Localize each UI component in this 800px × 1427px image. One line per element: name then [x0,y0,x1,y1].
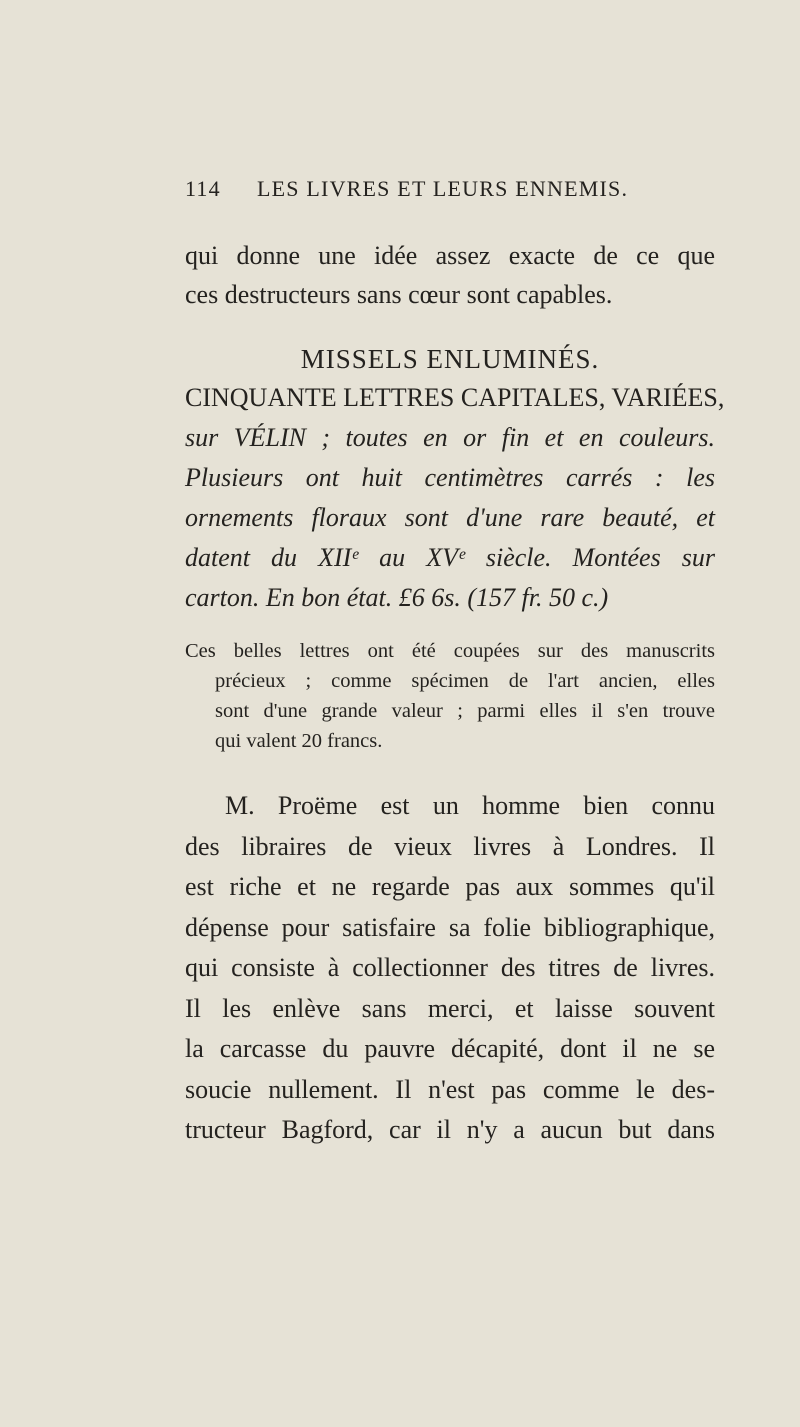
note-paragraph [185,636,715,756]
body-paragraph [185,786,715,1151]
entry-line: Plusieurs ont huit centimètres carrés : les [185,463,715,492]
catalogue-entry [185,378,725,618]
running-head [185,176,725,202]
note-line: précieux ; comme spécimen de l'art ancien, elles [215,670,715,692]
body-line: qui consiste à collectionner des titres de livres. [185,953,715,982]
running-title: LES LIVRES ET LEURS ENNEMIS. [257,176,629,201]
note-line: Ces belles lettres ont été coupées sur des manuscrits [185,640,715,662]
entry-line: CINQUANTE LETTRES CAPITALES, VARIÉES, [185,383,725,412]
entry-line: carton. En bon état. £6 6s. (157 fr. 50 c.) [185,583,609,612]
text-line: ces destructeurs sans cœur sont capables. [185,280,613,309]
body-line: Il les enlève sans merci, et laisse souvent [185,993,715,1023]
entry-line: ornements floraux sont d'une rare beauté, et [185,503,715,532]
text-line: qui donne une idée assez exacte de ce que [185,241,715,270]
body-line: dépense pour satisfaire sa folie bibliographique, [185,912,715,942]
body-line: des libraires de vieux livres à Londres. Il [185,831,715,861]
intro-paragraph [185,236,715,314]
page-number: 114 [185,176,221,201]
body-line: M. Proëme est un homme bien connu [225,791,715,820]
section-heading: MISSELS ENLUMINÉS. [300,344,600,374]
entry-line: datent du XIIᵉ au XVᵉ siècle. Montées sur [185,543,715,572]
body-line: la carcasse du pauvre décapité, dont il ne se [185,1034,715,1063]
entry-line: sur VÉLIN ; toutes en or fin et en couleurs. [185,423,715,452]
note-line: sont d'une grande valeur ; parmi elles il s'en trouve [215,700,715,722]
body-line: est riche et ne regarde pas aux sommes qu'il [185,872,715,901]
body-line: soucie nullement. Il n'est pas comme le des- [185,1074,715,1104]
body-line: tructeur Bagford, car il n'y a aucun but dans [185,1115,715,1144]
note-line: qui valent 20 francs. [215,730,383,752]
